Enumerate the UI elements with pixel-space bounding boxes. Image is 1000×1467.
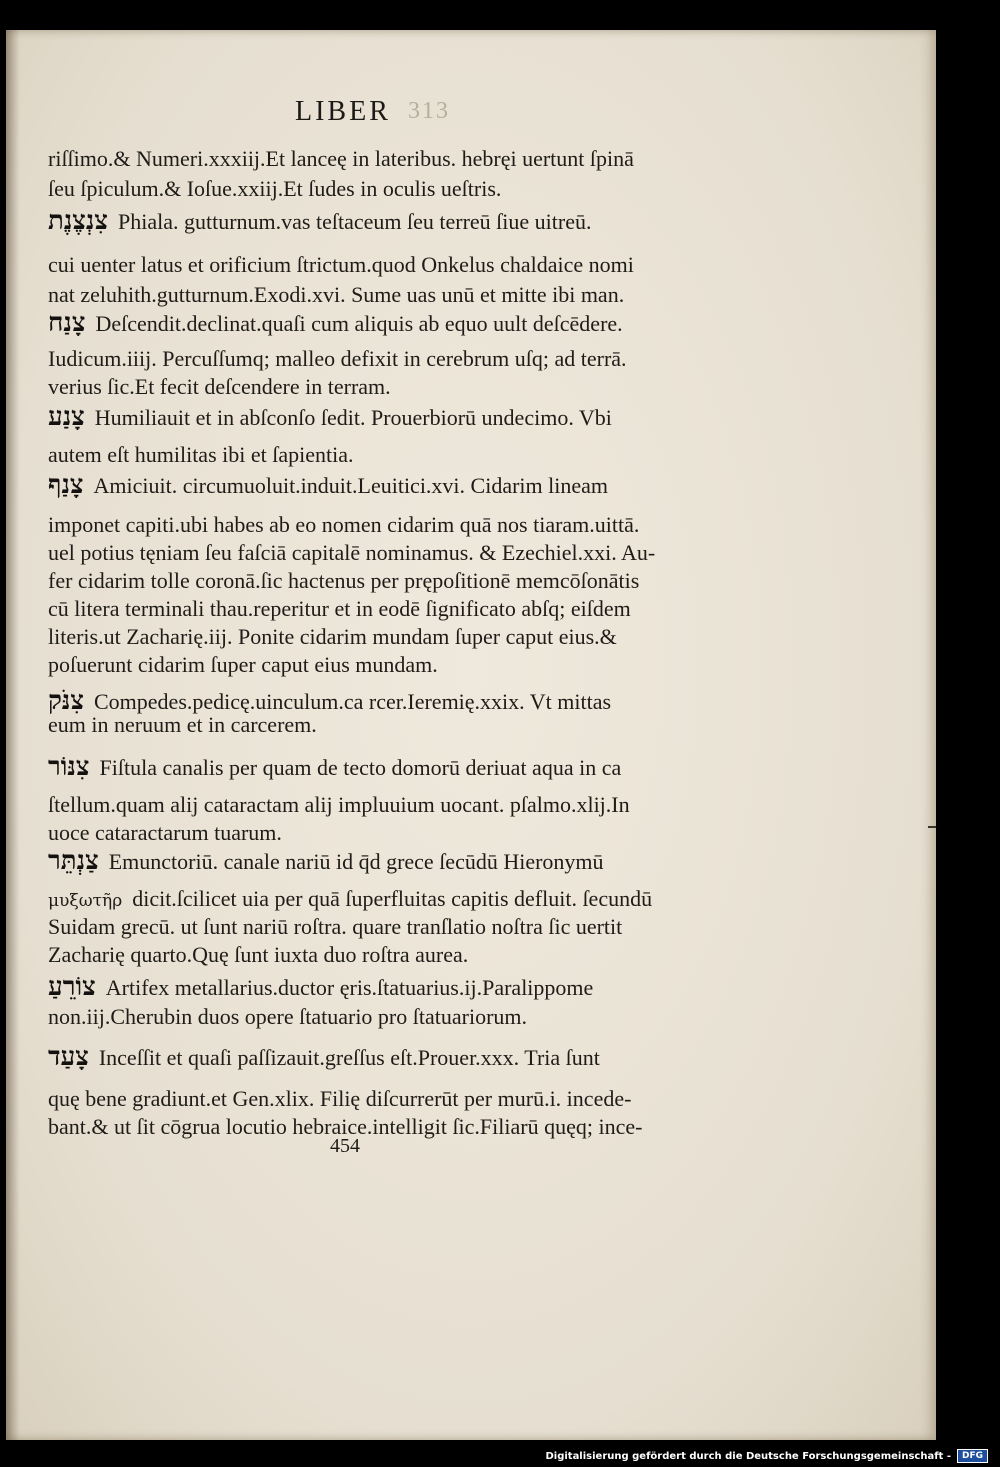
- text-line: poſuerunt cidarim ſuper caput eius mundam.: [48, 652, 438, 677]
- hebrew-headword: צָנַע: [48, 402, 85, 432]
- text-line: uel potius tęniam ſeu faſciā capitalē nominamus. & Ezechiel.xxi. Au-: [48, 540, 656, 565]
- entry-definition: Compedes.pedicę.uinculum.ca rcer.Ieremię.xxix. Vt mittas: [94, 689, 612, 714]
- entry-definition: Emunctoriū. canale nariū id q̄d grece ſecūdū Hieronymū: [108, 849, 604, 874]
- entry-line: [48, 470, 608, 500]
- text-line: Zacharię quarto.Quę ſunt iuxta duo roſtra aurea.: [48, 942, 469, 967]
- entry-line: [48, 402, 612, 432]
- greek-word: μυξωτῆρ: [48, 891, 123, 911]
- hebrew-headword: צִנֹּק: [48, 686, 84, 716]
- footer-text: Digitalisierung gefördert durch die Deutsche Forschungsgemeinschaft -: [545, 1450, 951, 1462]
- hebrew-headword: צָנַף: [48, 470, 84, 500]
- entry-line: [48, 206, 591, 236]
- footer-credit: [545, 1449, 988, 1463]
- hebrew-headword: צַנְתֵּר: [48, 846, 99, 876]
- folio-number: 454: [330, 1135, 360, 1157]
- hebrew-headword: צָעַד: [48, 1042, 89, 1072]
- entry-definition: dicit.ſcilicet uia per quā ſuperfluitas capitis defluit. ſecundū: [132, 886, 653, 911]
- text-line: riſſimo.& Numeri.xxxiij.Et lanceę in lateribus. hebręi uertunt ſpinā: [48, 146, 634, 171]
- entry-definition: Humiliauit et in abſconſo ſedit. Prouerbiorū undecimo. Vbi: [94, 405, 612, 430]
- entry-definition: Fiſtula canalis per quam de tecto domorū deriuat aqua in ca: [99, 755, 622, 780]
- text-line: uoce cataractarum tuarum.: [48, 820, 282, 845]
- text-line: Iudicum.iiij. Percuſſumq; malleo defixit in cerebrum uſq; ad terrā.: [48, 346, 627, 371]
- text-line: nat zeluhith.gutturnum.Exodi.xvi. Sume uas unū et mitte ibi man.: [48, 282, 625, 307]
- text-line: literis.ut Zacharię.iij. Ponite cidarim mundam ſuper caput eius.&: [48, 624, 617, 649]
- hebrew-headword: צָנַח: [48, 308, 86, 338]
- entry-definition: Amiciuit. circumuoluit.induit.Leuitici.xvi. Cidarim lineam: [93, 473, 609, 498]
- text-line: verius ſic.Et fecit deſcendere in terram.: [48, 374, 391, 399]
- hebrew-headword: צִנּוֹר: [48, 752, 90, 782]
- text-line: bant.& ut ſit cōgrua locutio hebraice.intelligit ſic.Filiarū quęq; ince-: [48, 1114, 643, 1139]
- stray-ink-mark: 313: [408, 98, 450, 124]
- dfg-logo: DFG: [957, 1449, 988, 1463]
- text-line: fer cidarim tolle coronā.ſic hactenus per prępoſitionē memcōſonātis: [48, 568, 640, 593]
- text-line: quę bene gradiunt.et Gen.xlix. Filię diſcurrerūt per murū.i. incede-: [48, 1086, 632, 1111]
- entry-definition: Inceſſit et quaſi paſſizauit.greſſus eſt.Prouer.xxx. Tria ſunt: [98, 1045, 600, 1070]
- entry-line: [48, 846, 604, 876]
- text-line: ſeu ſpiculum.& Ioſue.xxiij.Et ſudes in oculis ueſtris.: [48, 176, 502, 201]
- entry-definition: Artifex metallarius.ductor ęris.ſtatuarius.ij.Paralippome: [105, 975, 594, 1000]
- entry-definition: Phiala. gutturnum.vas teſtaceum ſeu terreū ſiue uitreū.: [118, 209, 592, 234]
- text-line: ſtellum.quam alij cataractam alij impluuium uocant. pſalmo.xlij.In: [48, 792, 630, 817]
- edge-mark: [928, 826, 936, 828]
- hebrew-headword: צִנְצֶנֶת: [48, 206, 109, 236]
- entry-line: [48, 308, 623, 338]
- entry-line: [48, 1042, 600, 1072]
- entry-line: [48, 886, 652, 912]
- entry-line: [48, 752, 621, 782]
- hebrew-headword: צוֹרֵעַ: [48, 972, 96, 1002]
- text-line: cui uenter latus et orificium ſtrictum.quod Onkelus chaldaice nomi: [48, 252, 634, 277]
- text-line: eum in neruum et in carcerem.: [48, 712, 317, 737]
- page-gutter-shadow: [6, 30, 20, 1440]
- running-head: LIBER: [295, 96, 391, 127]
- text-line: non.iij.Cherubin duos opere ſtatuario pro ſtatuariorum.: [48, 1004, 528, 1029]
- entry-line: [48, 972, 593, 1002]
- text-line: cū litera terminali thau.reperitur et in eodē ſignificato abſq; eiſdem: [48, 596, 631, 621]
- entry-definition: Deſcendit.declinat.quaſi cum aliquis ab equo uult deſcēdere.: [95, 311, 623, 336]
- text-line: imponet capiti.ubi habes ab eo nomen cidarim quā nos tiaram.uittā.: [48, 512, 640, 537]
- text-line: Suidam grecū. ut ſunt nariū roſtra. quare tranſlatio noſtra ſic uertit: [48, 914, 623, 939]
- text-line: autem eſt humilitas ibi et ſapientia.: [48, 442, 354, 467]
